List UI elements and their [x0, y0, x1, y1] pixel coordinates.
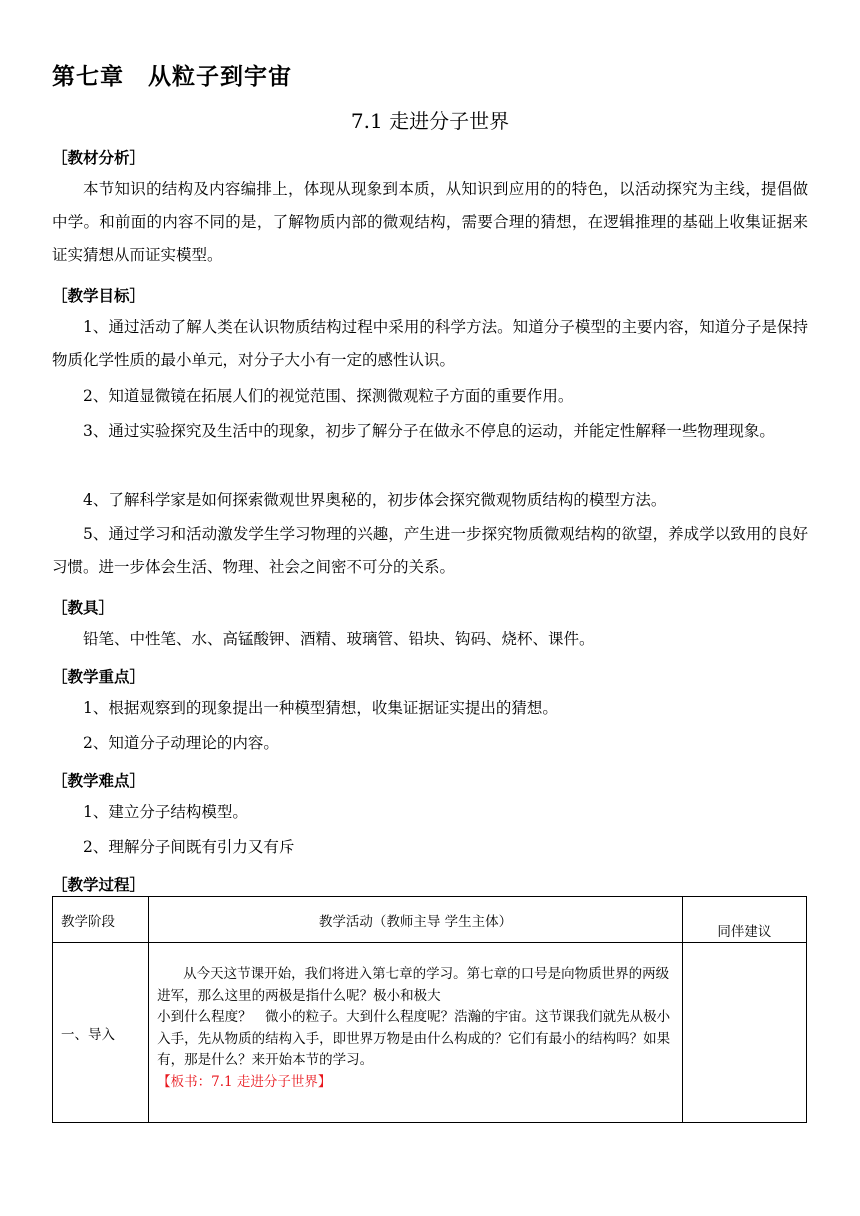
difficulties-heading: ［教学难点］ — [52, 772, 146, 790]
table-header-row — [53, 897, 807, 943]
board-note: 【板书：7.1 走进分子世界】 — [157, 1073, 332, 1090]
process-heading: ［教学过程］ — [52, 876, 146, 894]
key-point-item-1: 1、根据观察到的现象提出一种模型猜想，收集证据证实提出的猜想。 — [83, 699, 558, 717]
column-header-activity: 教学活动（教师主导 学生主体） — [149, 897, 683, 943]
column-header-advice: 同伴建议 — [682, 897, 806, 943]
goal-item-5: 5、通过学习和活动激发学生学习物理的兴趣，产生进一步探究物质微观结构的欲望，养成学以致用的良好习惯。进一步体会生活、物理、社会之间密不可分的关系。 — [52, 525, 808, 576]
teaching-process-table — [52, 896, 807, 1123]
analysis-heading: ［教材分析］ — [52, 149, 146, 167]
tools-text: 铅笔、中性笔、水、高锰酸钾、酒精、玻璃管、铅块、钩码、烧杯、课件。 — [83, 630, 595, 648]
goal-item-2: 2、知道显微镜在拓展人们的视觉范围、探测微观粒子方面的重要作用。 — [83, 387, 574, 405]
goal-item-1: 1、通过活动了解人类在认识物质结构过程中采用的科学方法。知道分子模型的主要内容，知道分子是保持物质化学性质的最小单元，对分子大小有一定的感性认识。 — [52, 318, 808, 369]
section-title-text: 7.1 走进分子世界 — [350, 109, 510, 133]
goal-item-4: 4、了解科学家是如何探索微观世界奥秘的，初步体会探究微观物质结构的模型方法。 — [83, 491, 667, 509]
goal-item-3: 3、通过实验探究及生活中的现象，初步了解分子在做永不停息的运动，并能定性解释一些物理现象。 — [83, 422, 775, 440]
stage-cell: 一、导入 — [53, 943, 149, 1123]
activity-cell — [149, 943, 683, 1123]
difficulty-item-2: 2、理解分子间既有引力又有斥 — [83, 838, 295, 856]
goals-heading: ［教学目标］ — [52, 287, 146, 305]
chapter-title: 第七章 从粒子到宇宙 — [52, 64, 292, 90]
activity-paragraph-1: 从今天这节课开始，我们将进入第七章的学习。第七章的口号是向物质世界的两级进军，那么这里的两极是指什么呢？极小和极大 — [157, 966, 670, 1004]
section-title — [0, 105, 860, 134]
activity-paragraph-2: 小到什么程度？ 微小的粒子。大到什么程度呢？浩瀚的宇宙。这节课我们就先从极小入手，先从物质的结构入手，即世界万物是由什么构成的？它们有最小的结构吗？如果有，那是什么？来开始本节的学习。 — [157, 1009, 671, 1068]
key-points-heading: ［教学重点］ — [52, 668, 146, 686]
column-header-stage: 教学阶段 — [53, 897, 149, 943]
tools-heading: ［教具］ — [52, 599, 115, 617]
key-point-item-2: 2、知道分子动理论的内容。 — [83, 734, 279, 752]
table-row — [53, 943, 807, 1123]
analysis-text: 本节知识的结构及内容编排上，体现从现象到本质，从知识到应用的的特色，以活动探究为主线，提倡做中学。和前面的内容不同的是，了解物质内部的微观结构，需要合理的猜想，在逻辑推理的基础上收集证据来证实猜想从而证实模型。 — [52, 180, 808, 264]
difficulty-item-1: 1、建立分子结构模型。 — [83, 803, 248, 821]
advice-cell — [682, 943, 806, 1123]
